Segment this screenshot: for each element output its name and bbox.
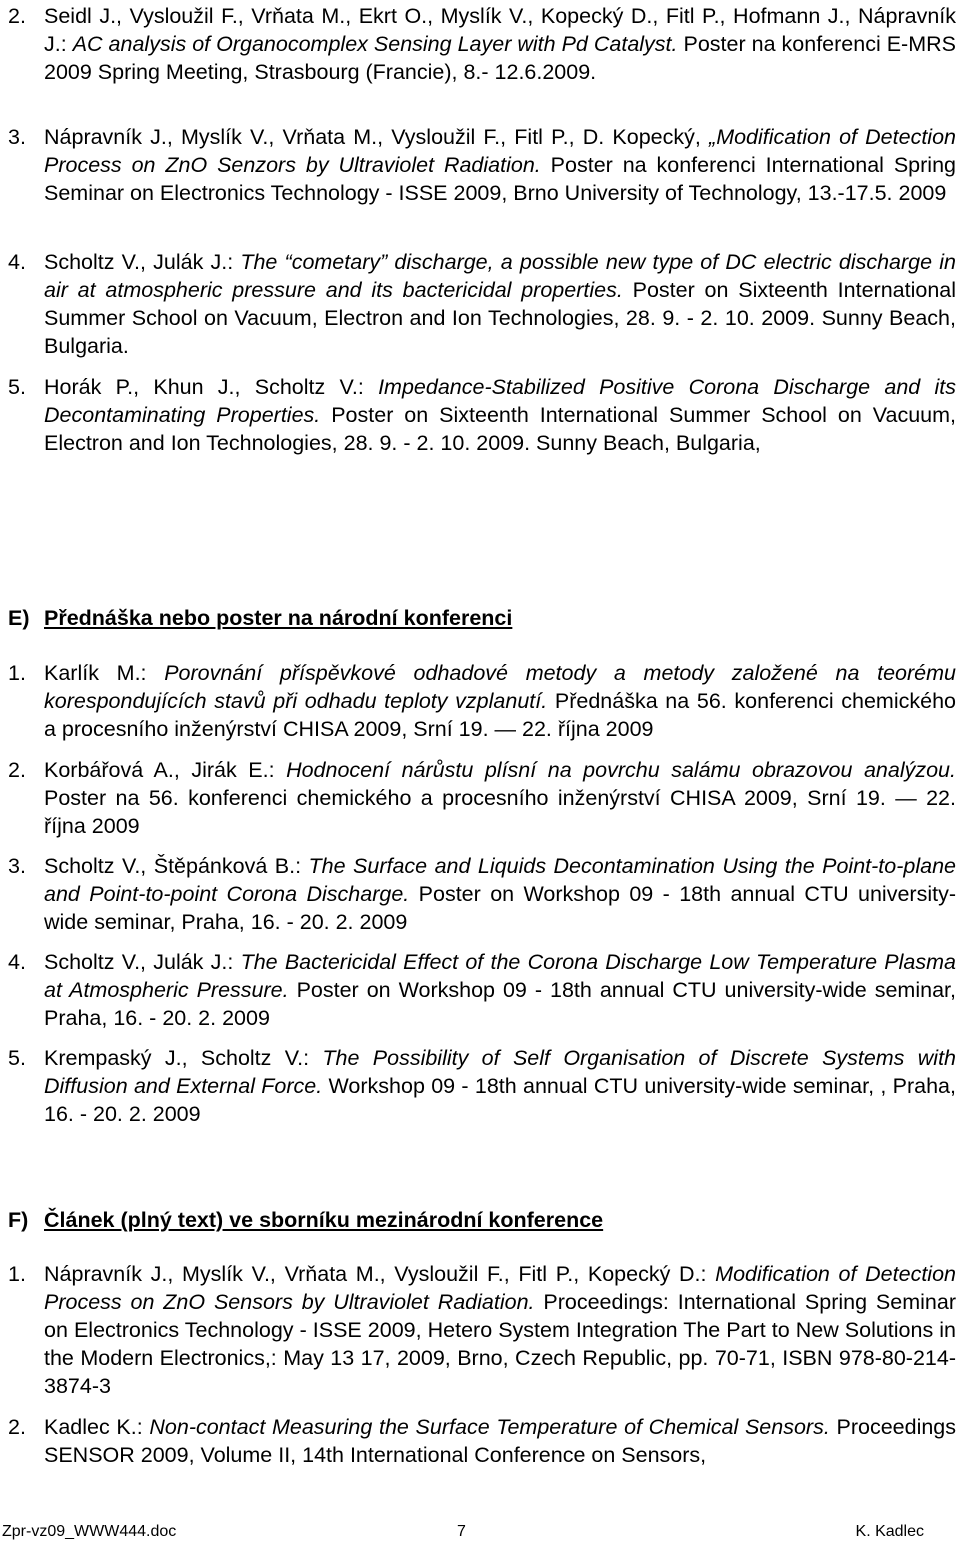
list-item xyxy=(8,852,956,936)
item-title: Hodnocení nárůstu plísní na povrchu salámu obrazovou analýzou. xyxy=(286,758,956,782)
footer-filename: Zpr-vz09_WWW444.doc xyxy=(2,1523,177,1540)
item-details: Proceedings SENSOR 2009, Volume II, 14th International Conference on Sensors, xyxy=(44,1415,957,1467)
item-number: 4. xyxy=(8,250,26,274)
list-item xyxy=(8,373,956,457)
item-details: Proceedings: International Spring Seminar on Electronics Technology - ISSE 2009, Hetero System Integration The Part to New Solutions in the Modern Electronics,: May 13 17, 2009, Brno, Czech Republic, pp. 70-71, ISBN 978-80-214-3874-3 xyxy=(44,1290,956,1398)
section-heading xyxy=(8,604,512,632)
item-authors: Korbářová A., Jirák E.: xyxy=(44,758,275,782)
item-authors: Horák P., Khun J., Scholtz V.: xyxy=(44,375,364,399)
section-heading xyxy=(8,1206,603,1234)
item-number: 3. xyxy=(8,125,26,149)
item-authors: Kadlec K.: xyxy=(44,1415,143,1439)
item-details: Poster on Workshop 09 - 18th annual CTU university-wide seminar, Praha, 16. - 20. 2. 2009 xyxy=(44,882,956,934)
item-number: 5. xyxy=(8,375,26,399)
list-item xyxy=(8,248,956,360)
item-authors: Scholtz V., Štěpánková B.: xyxy=(44,854,302,878)
item-title: Porovnání příspěvkové odhadové metody a metody založené na teorému korespondujících stavů při odhadu teploty vzplanutí. xyxy=(44,661,956,713)
item-details: Poster na konferenci International Spring Seminar on Electronics Technology - ISSE 2009, Brno University of Technology, 13.-17.5. 2009 xyxy=(44,153,956,205)
item-title: Non-contact Measuring the Surface Temperature of Chemical Sensors. xyxy=(149,1415,830,1439)
section-title: Článek (plný text) ve sborníku mezinárodní konference xyxy=(44,1208,604,1232)
item-title: Modification of Detection Process on ZnO Sensors by Ultraviolet Radiation. xyxy=(44,1262,956,1314)
item-title: The “cometary” discharge, a possible new type of DC electric discharge in air at atmospheric pressure and its bactericidal properties. xyxy=(44,250,956,302)
item-number: 2. xyxy=(8,758,26,782)
section-title: Přednáška nebo poster na národní konferenci xyxy=(44,606,513,630)
item-authors: Scholtz V., Julák J.: xyxy=(44,950,234,974)
list-item xyxy=(8,756,956,840)
item-number: 2. xyxy=(8,1415,26,1439)
list-item xyxy=(8,659,956,743)
list-item xyxy=(8,1413,956,1469)
list-item xyxy=(8,948,956,1032)
item-details: Poster on Sixteenth International Summer School on Vacuum, Electron and Ion Technologies, 28. 9. - 2. 10. 2009. Sunny Beach, Bulgaria, xyxy=(44,403,957,455)
item-authors: Scholtz V., Julák J.: xyxy=(44,250,234,274)
item-title: „Modification of Detection Process on ZnO Senzors by Ultraviolet Radiation. xyxy=(44,125,956,177)
item-authors: Karlík M.: xyxy=(44,661,147,685)
item-number: 3. xyxy=(8,854,26,878)
list-item xyxy=(8,123,956,207)
item-details: Poster na 56. konferenci chemického a procesního inženýrství CHISA 2009, Srní 19. — 22. října 2009 xyxy=(44,786,956,838)
item-authors: Seidl J., Vysloužil F., Vrňata M., Ekrt O., Myslík V., Kopecký D., Fitl P., Hofmann J., Nápravník J.: xyxy=(44,4,956,56)
item-authors: Krempaský J., Scholtz V.: xyxy=(44,1046,310,1070)
item-authors: Nápravník J., Myslík V., Vrňata M., Vysloužil F., Fitl P., D. Kopecký, xyxy=(44,125,701,149)
footer-author: K. Kadlec xyxy=(855,1523,924,1540)
item-title: AC analysis of Organocomplex Sensing Layer with Pd Catalyst. xyxy=(72,32,678,56)
item-details: Workshop 09 - 18th annual CTU university-wide seminar, , Praha, 16. - 20. 2. 2009 xyxy=(44,1074,956,1126)
item-title: Impedance-Stabilized Positive Corona Discharge and its Decontaminating Properties. xyxy=(44,375,956,427)
footer-page-number: 7 xyxy=(457,1523,466,1540)
item-title: The Surface and Liquids Decontamination Using the Point-to-plane and Point-to-point Corona Discharge. xyxy=(44,854,956,906)
item-number: 1. xyxy=(8,661,26,685)
item-title: The Possibility of Self Organisation of Discrete Systems with Diffusion and External Force. xyxy=(44,1046,957,1098)
list-item xyxy=(8,1260,956,1400)
section-letter: E) xyxy=(8,606,30,630)
item-details: Poster on Workshop 09 - 18th annual CTU university-wide seminar, Praha, 16. - 20. 2. 2009 xyxy=(44,978,956,1030)
list-item xyxy=(8,1044,956,1128)
item-details: Přednáška na 56. konferenci chemického a procesního inženýrství CHISA 2009, Srní 19. — 22. října 2009 xyxy=(44,689,956,741)
item-number: 5. xyxy=(8,1046,26,1070)
item-details: Poster on Sixteenth International Summer School on Vacuum, Electron and Ion Technologies, 28. 9. - 2. 10. 2009. Sunny Beach, Bulgaria. xyxy=(44,278,957,358)
item-number: 2. xyxy=(8,4,26,28)
item-number: 1. xyxy=(8,1262,26,1286)
section-letter: F) xyxy=(8,1208,29,1232)
item-title: The Bactericidal Effect of the Corona Discharge Low Temperature Plasma at Atmospheric Pressure. xyxy=(44,950,956,1002)
item-authors: Nápravník J., Myslík V., Vrňata M., Vysloužil F., Fitl P., Kopecký D.: xyxy=(44,1262,707,1286)
item-number: 4. xyxy=(8,950,26,974)
item-details: Poster na konferenci E-MRS 2009 Spring Meeting, Strasbourg (Francie), 8.- 12.6.2009. xyxy=(44,32,956,84)
list-item xyxy=(8,2,956,86)
